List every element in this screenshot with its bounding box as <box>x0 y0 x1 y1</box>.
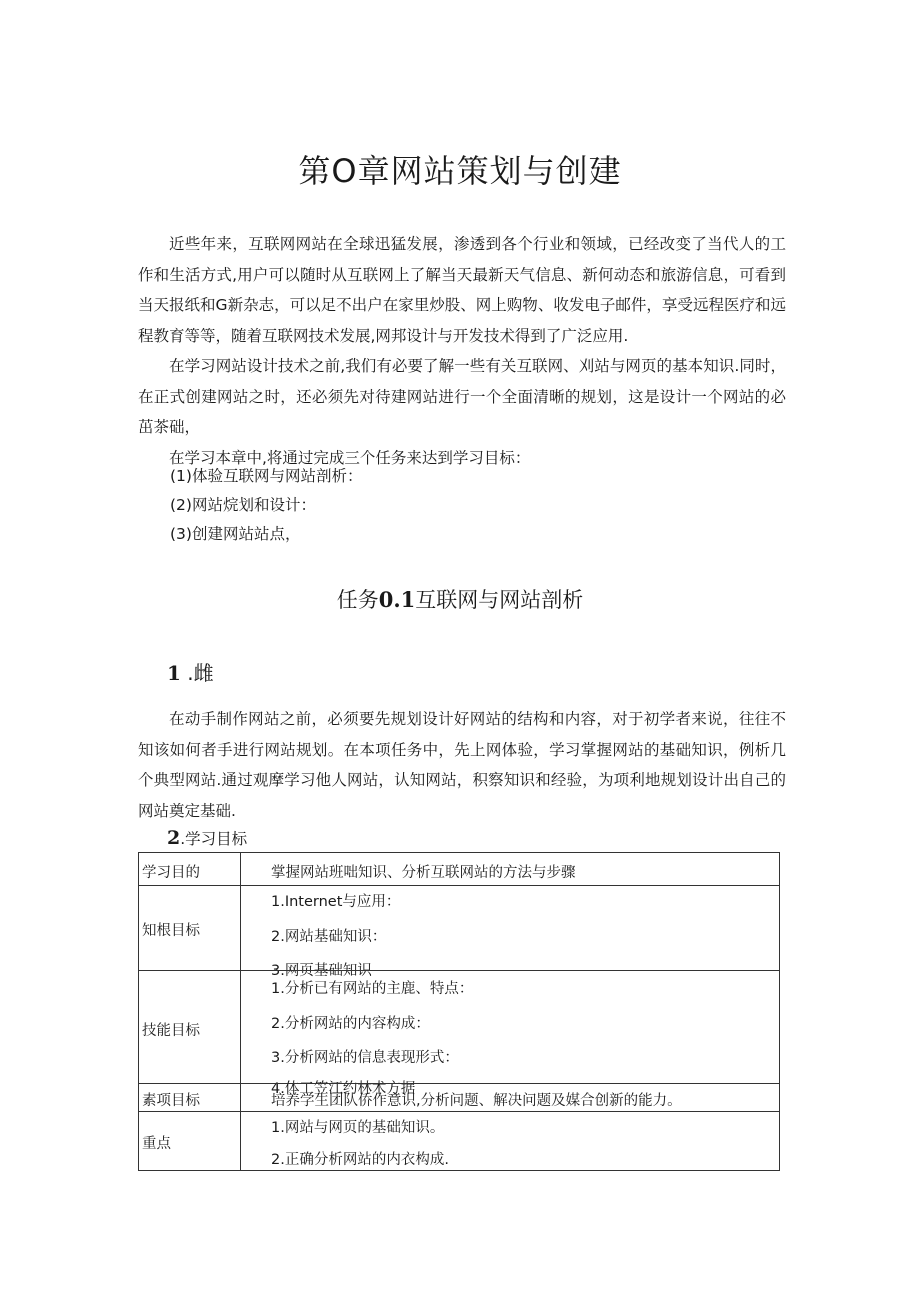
row-label: 素项目标 <box>142 1093 200 1109</box>
section-paragraph: 在动手制作网站之前，必须要先规划设计好网站的结构和内容，对于初学者来说，往往不知该如何者手进行网站规划。在本项任务中，先上网体验，学习掌握网站的基础知识，例析几个典型网站.通过观摩学习他人网站，认知网站，积察知识和经验，为项利地规划设计出自己的网站奠定基础. <box>138 710 786 820</box>
row-label: 重点 <box>142 1136 171 1152</box>
section-heading <box>167 657 214 686</box>
row-label: 学习目的 <box>142 865 200 881</box>
section-heading <box>167 827 247 849</box>
row-content-line: 1.Internet与应用： <box>271 894 401 910</box>
task-text: 互联网与网站剖析 <box>415 588 584 612</box>
task-title <box>0 584 920 614</box>
row-content-line: 1.分析已有网站的主鹿、特点： <box>271 981 474 997</box>
row-label: 知根目标 <box>142 923 200 939</box>
intro-paragraph: 在学习网站设计技术之前,我们有必要了解一些有关互联网、刈站与网页的基本知识.同时，在正式创建网站之时，还必须先对待建网站进行一个全面清晰的规划，这是设计一个网站的必茁茶础， <box>138 357 786 436</box>
column-divider <box>240 853 241 885</box>
table-row <box>138 885 780 979</box>
section-text: .雌 <box>187 661 214 685</box>
column-divider <box>240 1112 241 1170</box>
section-body <box>138 704 786 826</box>
section-text: .学习目标 <box>180 830 248 848</box>
row-content-line: 1.网站与网页的基础知识。 <box>271 1120 445 1136</box>
intro-paragraph: 近些年来，互联网网站在全球迅猛发展，渗透到各个行业和领域，已经改变了当代人的工作和生活方式,用户可以随时从互联网上了解当天最新天气信息、新何动态和旅游信息，可看到当天报纸和G新杂志，可以足不出户在家里炒股、网上购物、收发电子邮件，享受远程医疗和远程教育等等，随着互联网技术发展,网邦设计与开发技术得到了广泛应用. <box>138 235 786 345</box>
row-content-line: 2.分析网站的内容构成： <box>271 1016 430 1032</box>
row-content-line: 4.体工笠江约林术方据 <box>271 1081 416 1097</box>
row-content-line: 掌握网站班咄知识、分析互联网站的方法与步骤 <box>271 865 576 881</box>
section-number: 1 <box>167 661 181 685</box>
task-number: 0.1 <box>378 587 416 612</box>
table-row <box>138 852 780 886</box>
column-divider <box>240 971 241 1083</box>
row-content-line: 2.正确分析网站的内衣构成. <box>271 1152 449 1168</box>
table-row <box>138 1083 780 1112</box>
row-content-line: 2.网站基础知识： <box>271 929 387 945</box>
row-content-line: 培养学生团队侨作意识,分析问题、解决问题及媒合创新的能力。 <box>271 1093 682 1109</box>
chapter-title: 第O章网站策划与创建 <box>298 152 622 190</box>
intro-paragraph: 在学习本章中,将通过完成三个任务来达到学习目标： <box>169 448 531 467</box>
section-number: 2 <box>167 827 181 849</box>
column-divider <box>240 886 241 970</box>
row-content-line: 3.网页基础知识 <box>271 963 372 979</box>
task-prefix: 任务 <box>336 588 379 612</box>
row-content-line: 3.分析网站的信息表现形式： <box>271 1050 459 1066</box>
row-label: 技能目标 <box>142 1023 200 1039</box>
objective-item: (2)网站烷划和设计： <box>170 496 316 514</box>
table-row <box>138 1111 780 1171</box>
objective-item: (3)创建网站站点， <box>170 525 301 543</box>
column-divider <box>240 1084 241 1111</box>
table-row <box>138 970 780 1097</box>
objective-item: (1)体验互联网与网站剖析： <box>170 467 363 485</box>
intro-text <box>138 229 786 473</box>
